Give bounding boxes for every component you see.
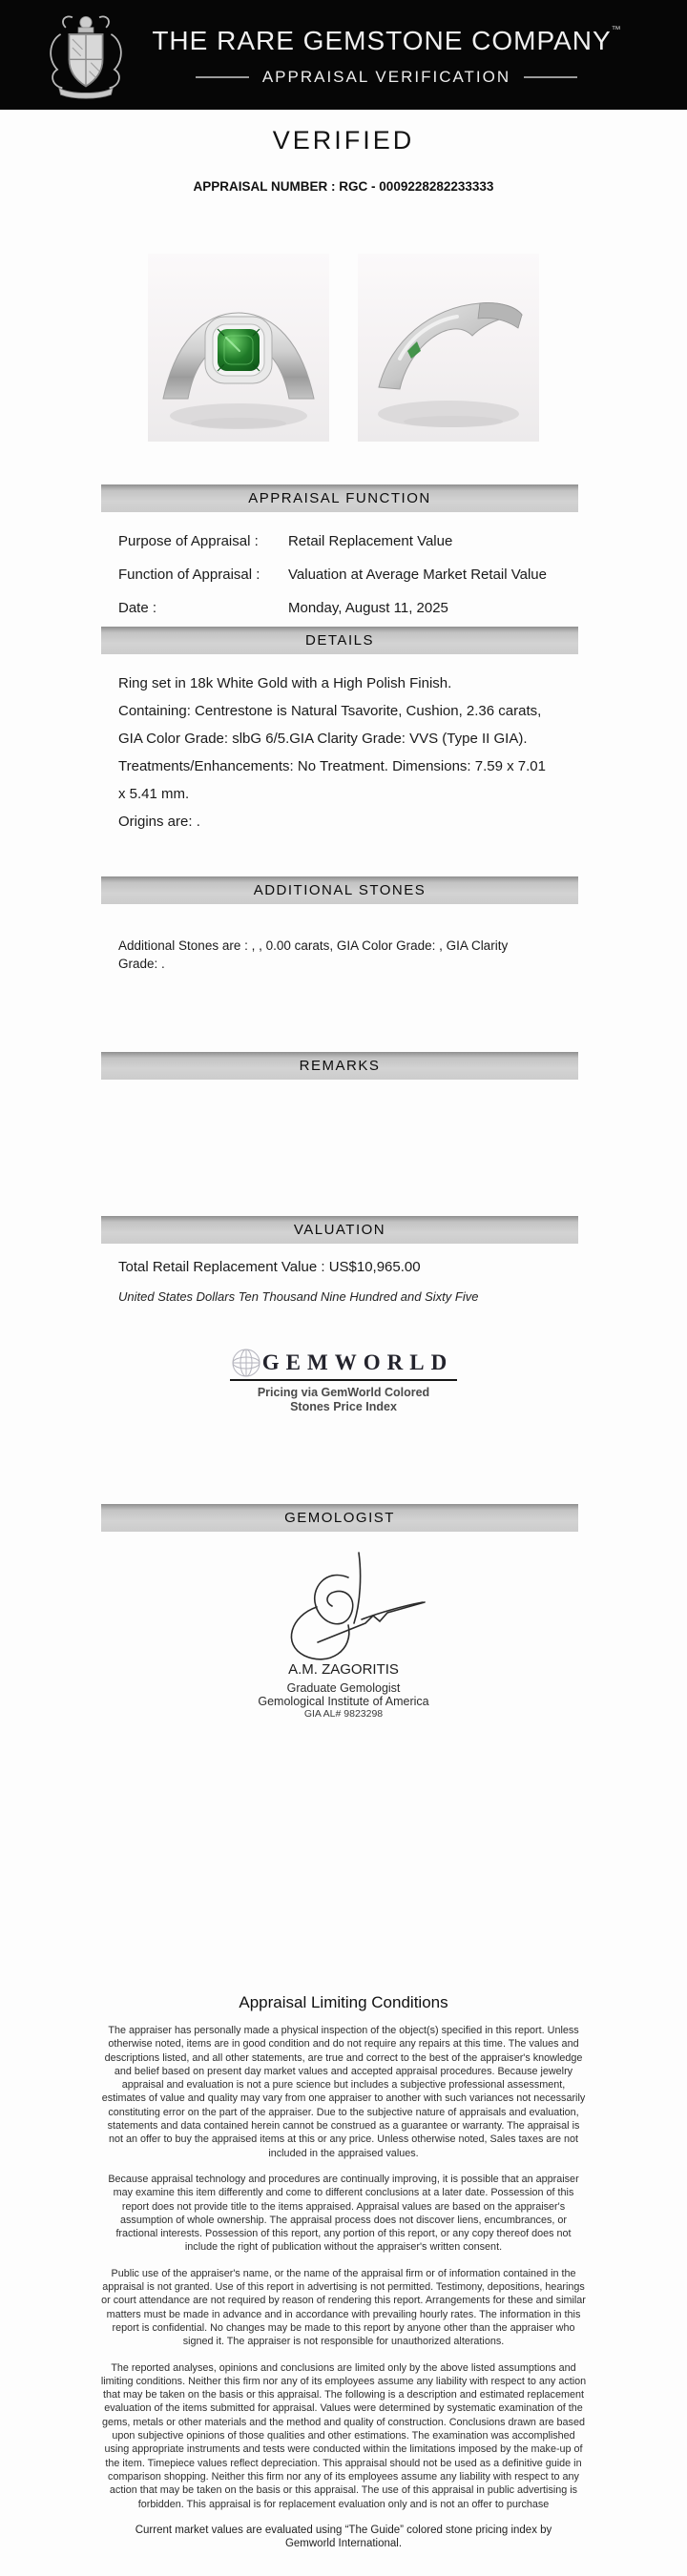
section-header-appraisal-function: APPRAISAL FUNCTION xyxy=(101,484,578,512)
section-header-remarks: REMARKS xyxy=(101,1052,578,1080)
gemworld-logo xyxy=(230,1350,457,1381)
ring-side-photo xyxy=(358,254,539,442)
gemologist-license: GIA AL# 9823298 xyxy=(303,1708,384,1720)
section-header-gemologist: GEMOLOGIST xyxy=(101,1504,578,1532)
header-subtitle-row xyxy=(143,68,630,87)
function-value: Valuation at Average Market Retail Value xyxy=(288,567,547,583)
gemworld-pricing-block xyxy=(0,1350,687,1414)
verified-title: VERIFIED xyxy=(272,126,415,155)
gemworld-caption-line2: Stones Price Index xyxy=(290,1400,397,1413)
gemworld-logo-text: GEMWORLD xyxy=(261,1350,454,1374)
company-name-text: THE RARE GEMSTONE COMPANY xyxy=(152,26,612,55)
function-label: Function of Appraisal : xyxy=(118,567,260,583)
additional-stones-text: Additional Stones are : , , 0.00 carats, GIA Color Grade: , GIA Clarity Grade: . xyxy=(118,938,509,971)
section-header-additional-stones: ADDITIONAL STONES xyxy=(101,876,578,904)
globe-icon xyxy=(230,1347,262,1379)
limiting-conditions-title: Appraisal Limiting Conditions xyxy=(239,1993,448,2011)
details-line-centrestone: Containing: Centrestone is Natural Tsavorite, Cushion, 2.36 carats, GIA Color Grade: slbG 6/5.GIA Clarity Grade: VVS (Type II GIA). Treatments/Enhancements: No Treatment. Dimensions: 7.59 x 7.01 x 5.41 mm. xyxy=(118,703,546,802)
section-header-valuation: VALUATION xyxy=(101,1216,578,1244)
date-label: Date : xyxy=(118,600,157,616)
gemworld-caption-line1: Pricing via GemWorld Colored xyxy=(257,1386,430,1399)
section-header-details: DETAILS xyxy=(101,627,578,654)
gemworld-caption xyxy=(0,1386,687,1414)
pricing-index-note: Current market values are evaluated using “The Guide” colored stone pricing index by Gemworld International. xyxy=(135,2524,552,2550)
appraisal-function-rows xyxy=(118,525,576,625)
value-in-words: United States Dollars Ten Thousand Nine Hundred and Sixty Five xyxy=(118,1289,479,1304)
details-text xyxy=(118,670,555,835)
purpose-label: Purpose of Appraisal : xyxy=(118,533,259,549)
header-titles xyxy=(143,0,630,110)
gemologist-institute: Gemological Institute of America xyxy=(258,1695,429,1708)
trademark-symbol: ™ xyxy=(611,25,621,35)
ring-front-photo xyxy=(148,254,329,442)
date-row xyxy=(118,591,576,625)
limiting-paragraph-3: Public use of the appraiser's name, or the name of the appraisal firm or of information contained in the appraisal is not granted. Use of this report in advertising is not permitted. Testimony, depositions, hearings or court attendance are not required by reason of rendering this report. Arrangements for these and similar matters must be made in advance and in accordance with prevailing hourly rates. The information in this report is confidential. No changes may be made to this report by anyone other than the appraiser who signed it. The appraiser is not responsible for unauthorized alterations. xyxy=(101,2267,586,2348)
date-value: Monday, August 11, 2025 xyxy=(288,600,448,616)
company-name xyxy=(143,25,630,56)
subtitle-right-rule xyxy=(524,76,577,78)
header-subtitle: APPRAISAL VERIFICATION xyxy=(261,68,511,86)
details-line-origins: Origins are: . xyxy=(118,814,200,830)
limiting-paragraph-1: The appraiser has personally made a physical inspection of the object(s) specified in this report. Unless otherwise noted, items are in good condition and do not require any repairs at this time. The values and descriptions listed, and all other statements, are true and correct to the best of the appraiser's knowledge and belief based on present day market values and accepted appraisal procedures. Because jewelry appraisal and evaluation is not a pure science but includes a subjective professional assessment, estimates of value and quality may vary from one appraiser to another with such variances not necessarily constituting error on the part of the appraiser. Due to the subjective nature of appraisals and evaluation, statements and data contained herein cannot be construed as a guarantee or warranty. The appraisal is not an offer to buy the appraised items at this or any price. Unless otherwise noted, Sales taxes are not included in the appraised values. xyxy=(101,2025,586,2159)
gemologist-signature xyxy=(262,1547,429,1661)
function-row xyxy=(118,558,576,591)
ring-side-illustration xyxy=(358,254,539,442)
page-header xyxy=(0,0,687,110)
purpose-value: Retail Replacement Value xyxy=(288,533,453,549)
total-value-label: Total Retail Replacement Value : xyxy=(118,1259,325,1275)
purpose-row xyxy=(118,525,576,558)
appraisal-number: APPRAISAL NUMBER : RGC - 0009228282233333 xyxy=(193,179,494,194)
limiting-conditions-section xyxy=(0,1993,687,2551)
item-photos xyxy=(0,254,687,442)
gemologist-credential: Graduate Gemologist xyxy=(286,1681,401,1695)
limiting-paragraph-2: Because appraisal technology and procedures are continually improving, it is possible that an appraiser may examine this item differently and come to different conclusions at a later date. Possession of this report does not provide title to the items appraised. Appraisal values are based on the appraiser's assumption of whole ownership. The appraisal process does not discover liens, encumbrances, or fractional interests. Possession of this report, any portion of this report, or any copy thereof does not include the right of publication without the appraiser's written consent. xyxy=(108,2173,579,2254)
details-line-setting: Ring set in 18k White Gold with a High Polish Finish. xyxy=(118,675,452,691)
total-value-amount: US$10,965.00 xyxy=(328,1259,421,1275)
subtitle-left-rule xyxy=(196,76,249,78)
total-value-line xyxy=(118,1259,421,1275)
heraldic-crest-icon xyxy=(44,10,128,99)
limiting-paragraph-4: The reported analyses, opinions and conclusions are limited only by the above listed assumptions and limiting conditions. Neither this firm nor any of its employees assume any liability with respect to any action that may be taken on the basis or this appraisal. The following is a description and estimated replacement evaluation of the items submitted for appraisal. Values were determined by systematic examination of the gems, metals or other materials and the method and quality of construction. Conclusions drawn are based upon subjective opinions of those qualities and other estimations. The examination was accomplished using appropriate instruments and tests were conducted within the limitations imposed by the make-up of the item. Timepiece values reflect depreciation. This appraisal should not be used as a definitive guide in comparison shopping. Neither this firm nor any of its employees assume any liability with respect to any action that may be taken on the basis or this appraisal. The use of this appraisal in public advertising is forbidden. This appraisal is for replacement evaluation only and is not an offer to purchase xyxy=(100,2361,587,2510)
gemologist-name: A.M. ZAGORITIS xyxy=(288,1661,399,1678)
ring-front-illustration xyxy=(148,254,329,442)
